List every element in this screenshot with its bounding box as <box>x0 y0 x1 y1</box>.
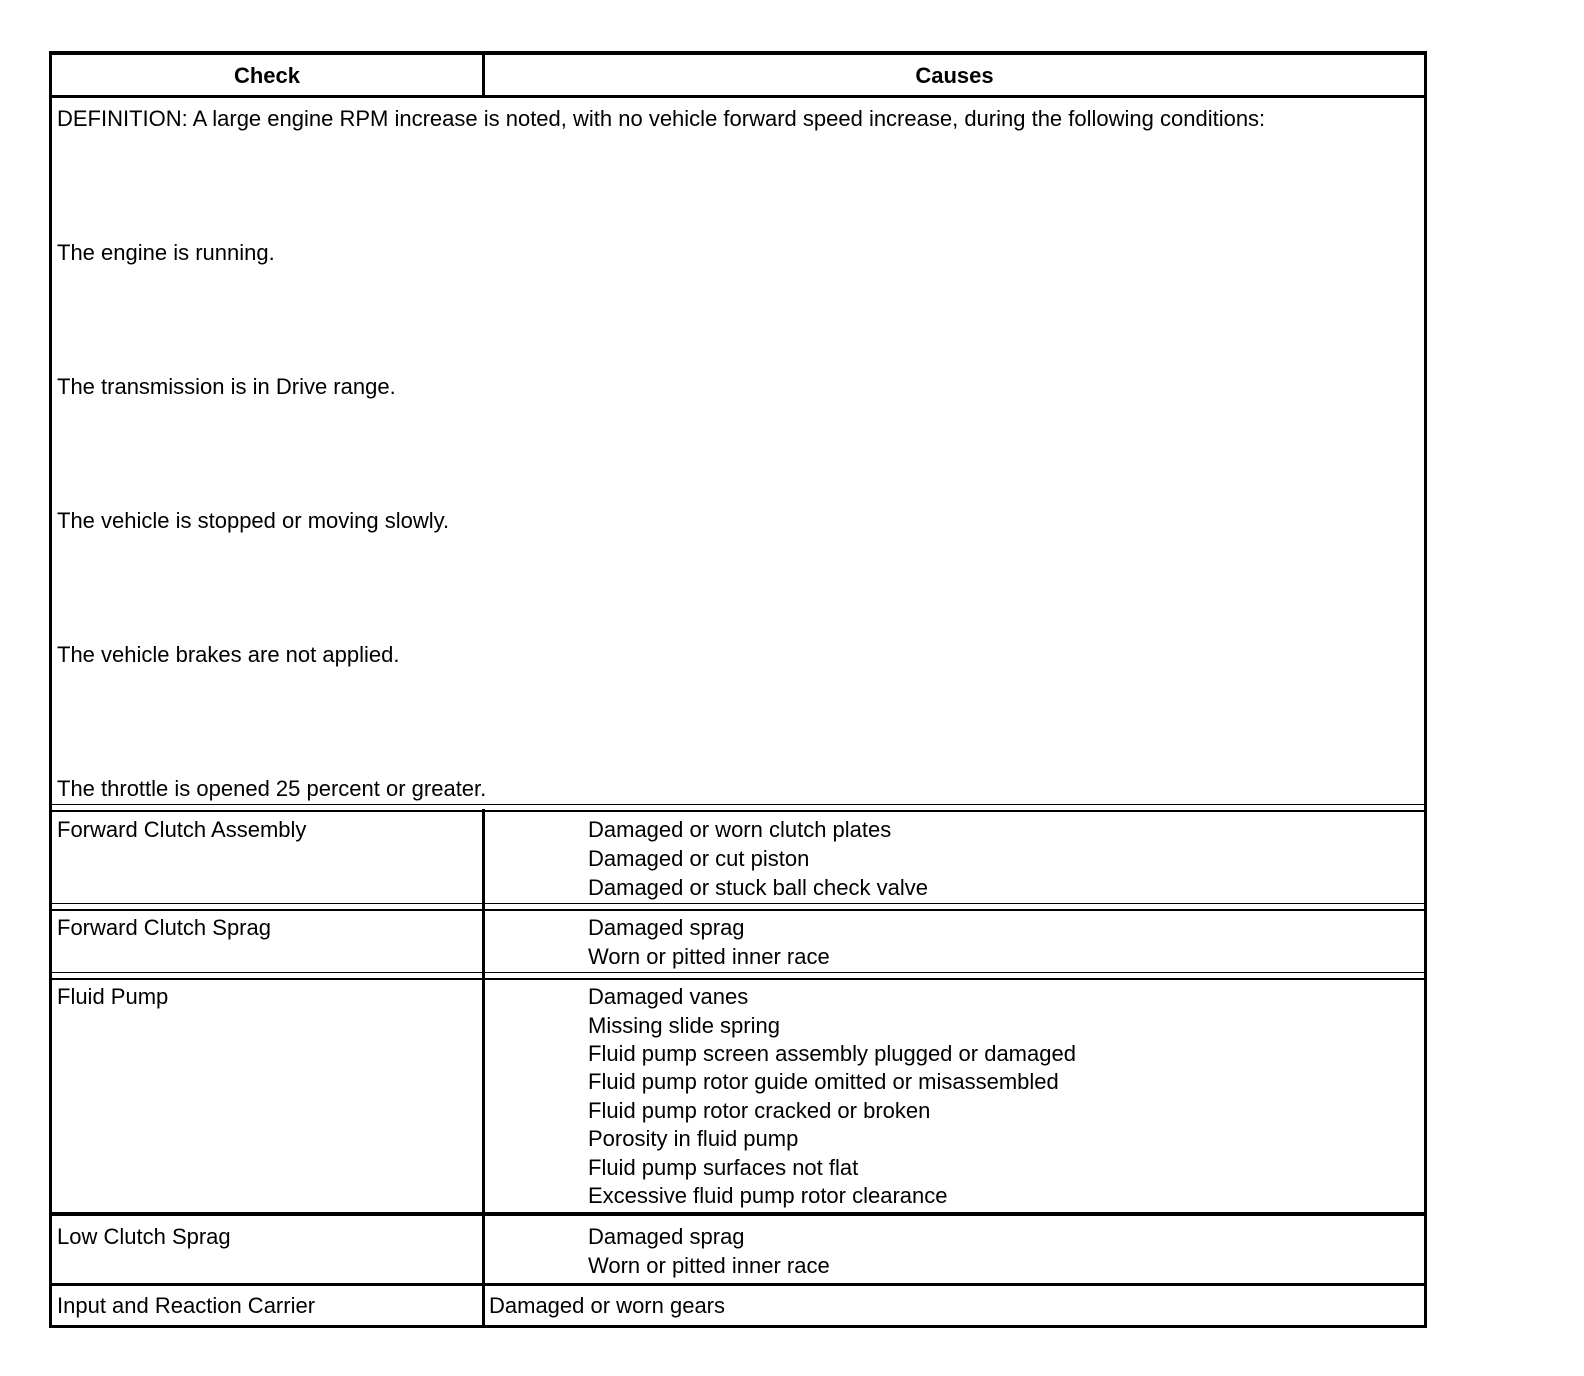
cause-item: Damaged or worn gears <box>489 1293 726 1318</box>
row-divider <box>52 804 1424 812</box>
row-divider <box>52 1283 1424 1286</box>
condition-item: The vehicle is stopped or moving slowly. <box>57 508 450 533</box>
row-divider <box>52 903 1424 911</box>
condition-item: The throttle is opened 25 percent or greater. <box>57 776 487 801</box>
check-cell: Forward Clutch Assembly <box>57 817 307 842</box>
cause-item: Damaged sprag <box>588 915 745 940</box>
column-divider <box>482 809 485 1325</box>
cause-item: Damaged sprag <box>588 1224 745 1249</box>
cause-item: Missing slide spring <box>588 1013 780 1038</box>
condition-item: The engine is running. <box>57 240 275 265</box>
cause-item: Worn or pitted inner race <box>588 944 830 969</box>
cause-item: Fluid pump rotor guide omitted or misassembled <box>588 1069 1059 1094</box>
cause-item: Porosity in fluid pump <box>588 1126 799 1151</box>
header-check: Check <box>233 63 301 88</box>
definition-text: DEFINITION: A large engine RPM increase is noted, with no vehicle forward speed increase, during the following conditions: <box>57 106 1266 131</box>
cause-item: Damaged vanes <box>588 984 749 1009</box>
cause-item: Damaged or cut piston <box>588 846 810 871</box>
diagnostic-table <box>49 51 1427 1328</box>
header-causes: Causes <box>915 63 994 88</box>
cause-item: Excessive fluid pump rotor clearance <box>588 1183 948 1208</box>
row-divider <box>52 972 1424 980</box>
check-cell: Fluid Pump <box>57 984 169 1009</box>
condition-item: The vehicle brakes are not applied. <box>57 642 400 667</box>
cause-item: Fluid pump surfaces not flat <box>588 1155 859 1180</box>
cause-item: Fluid pump screen assembly plugged or damaged <box>588 1041 1076 1066</box>
header-divider <box>52 95 1424 98</box>
row-divider <box>52 1212 1424 1216</box>
condition-item: The transmission is in Drive range. <box>57 374 396 399</box>
cause-item: Fluid pump rotor cracked or broken <box>588 1098 931 1123</box>
cause-item: Damaged or stuck ball check valve <box>588 875 928 900</box>
check-cell: Forward Clutch Sprag <box>57 915 271 940</box>
check-cell: Input and Reaction Carrier <box>57 1293 316 1318</box>
cause-item: Worn or pitted inner race <box>588 1253 830 1278</box>
cause-item: Damaged or worn clutch plates <box>588 817 892 842</box>
check-cell: Low Clutch Sprag <box>57 1224 231 1249</box>
